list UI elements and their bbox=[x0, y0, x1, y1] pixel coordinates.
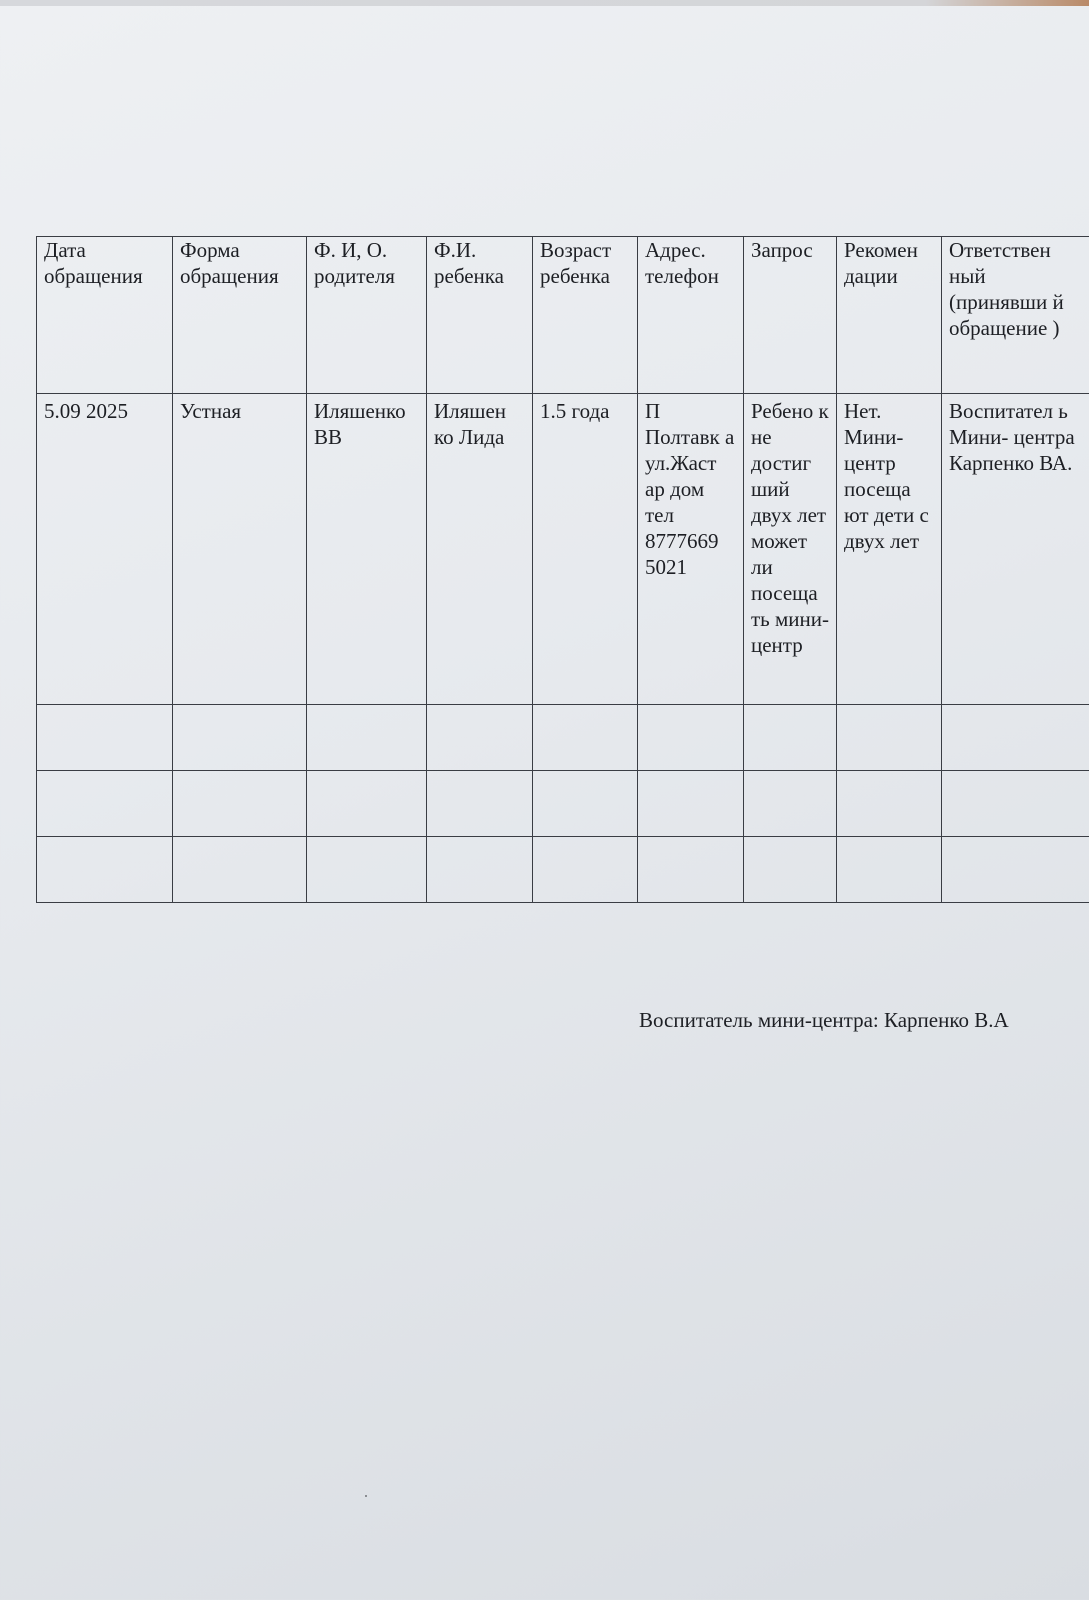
header-parent: Ф. И, О. родителя bbox=[307, 237, 427, 394]
empty-cell bbox=[37, 837, 173, 903]
empty-cell bbox=[427, 771, 533, 837]
empty-cell bbox=[837, 705, 942, 771]
paper-edge bbox=[0, 0, 1089, 6]
empty-cell bbox=[427, 705, 533, 771]
empty-cell bbox=[744, 705, 837, 771]
empty-table-row bbox=[37, 705, 1089, 771]
paper-speck bbox=[365, 1495, 367, 1497]
empty-cell bbox=[37, 705, 173, 771]
cell-recommendation: Нет. Мини- центр посеща ют дети с двух лет bbox=[837, 394, 942, 705]
cell-parent: Иляшенко ВВ bbox=[307, 394, 427, 705]
empty-cell bbox=[942, 837, 1089, 903]
table-row bbox=[37, 394, 1089, 705]
header-address: Адрес. телефон bbox=[638, 237, 744, 394]
header-responsible: Ответствен ный (принявши й обращение ) bbox=[942, 237, 1089, 394]
empty-table-row bbox=[37, 837, 1089, 903]
cell-request: Ребено к не достиг ший двух лет может ли посеща ть мини- центр bbox=[744, 394, 837, 705]
header-child: Ф.И. ребенка bbox=[427, 237, 533, 394]
cell-age: 1.5 года bbox=[533, 394, 638, 705]
empty-cell bbox=[744, 771, 837, 837]
cell-form: Устная bbox=[173, 394, 307, 705]
empty-cell bbox=[307, 705, 427, 771]
empty-table-row bbox=[37, 771, 1089, 837]
empty-cell bbox=[173, 705, 307, 771]
header-request: Запрос bbox=[744, 237, 837, 394]
empty-cell bbox=[837, 837, 942, 903]
cell-child: Иляшен ко Лида bbox=[427, 394, 533, 705]
header-date: Дата обращения bbox=[37, 237, 173, 394]
appeals-table bbox=[36, 236, 1089, 903]
empty-cell bbox=[837, 771, 942, 837]
empty-cell bbox=[942, 705, 1089, 771]
header-recommendation: Рекомен дации bbox=[837, 237, 942, 394]
empty-cell bbox=[37, 771, 173, 837]
empty-cell bbox=[744, 837, 837, 903]
header-age: Возраст ребенка bbox=[533, 237, 638, 394]
cell-date: 5.09 2025 bbox=[37, 394, 173, 705]
empty-cell bbox=[638, 705, 744, 771]
empty-cell bbox=[638, 837, 744, 903]
empty-cell bbox=[427, 837, 533, 903]
empty-cell bbox=[307, 837, 427, 903]
empty-cell bbox=[173, 837, 307, 903]
empty-cell bbox=[533, 705, 638, 771]
empty-cell bbox=[307, 771, 427, 837]
cell-responsible: Воспитател ь Мини- центра Карпенко ВА. bbox=[942, 394, 1089, 705]
empty-cell bbox=[533, 837, 638, 903]
signature-line: Воспитатель мини-центра: Карпенко В.А bbox=[639, 1008, 1009, 1032]
header-form: Форма обращения bbox=[173, 237, 307, 394]
table-header-row bbox=[37, 237, 1089, 394]
empty-cell bbox=[533, 771, 638, 837]
cell-address: П Полтавк а ул.Жаст ар дом тел 8777669 5021 bbox=[638, 394, 744, 705]
empty-cell bbox=[942, 771, 1089, 837]
empty-cell bbox=[173, 771, 307, 837]
empty-cell bbox=[638, 771, 744, 837]
